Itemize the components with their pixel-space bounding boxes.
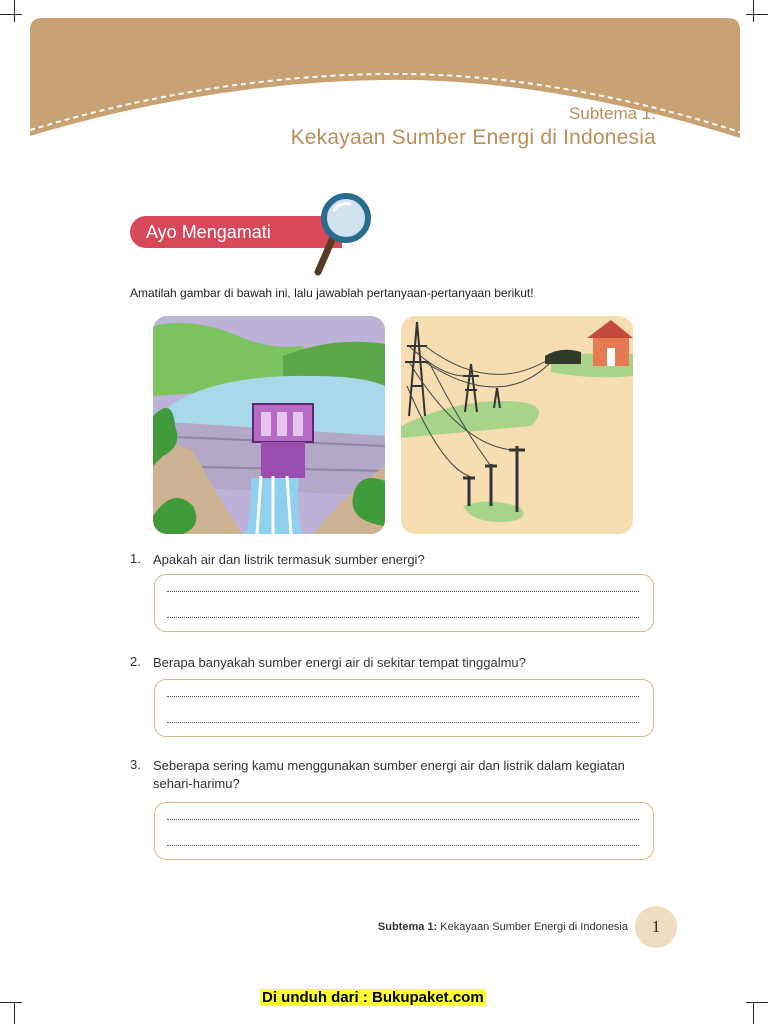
question-text: Berapa banyakah sumber energi air di sekitar tempat tinggalmu?: [153, 655, 526, 670]
answer-box-3[interactable]: [154, 802, 654, 860]
section-label: Ayo Mengamati: [130, 216, 342, 248]
question-number: 2.: [130, 654, 141, 669]
question-text: Apakah air dan listrik termasuk sumber energi?: [153, 552, 425, 567]
crop-mark: [0, 1002, 22, 1003]
crop-mark: [746, 1002, 768, 1003]
crop-mark: [14, 0, 15, 22]
question-number: 1.: [130, 551, 141, 566]
question-number: 3.: [130, 757, 141, 772]
crop-mark: [0, 14, 22, 15]
dam-illustration: [153, 316, 385, 534]
instruction-text: Amatilah gambar di bawah ini, lalu jawablah pertanyaan-pertanyaan berikut!: [130, 286, 534, 300]
power-lines-illustration: [401, 316, 633, 534]
footer-caption: [378, 921, 628, 933]
question-text: Seberapa sering kamu menggunakan sumber energi air dan listrik dalam kegiatan sehari-harimu?: [153, 758, 625, 791]
answer-box-2[interactable]: [154, 679, 654, 737]
crop-mark: [14, 1002, 15, 1024]
answer-line: [167, 696, 639, 697]
answer-box-1[interactable]: [154, 574, 654, 632]
answer-line: [167, 617, 639, 618]
magnifier-icon: [310, 192, 380, 278]
answer-line: [167, 591, 639, 592]
page-title: Kekayaan Sumber Energi di Indonesia: [290, 126, 656, 149]
answer-line: [167, 722, 639, 723]
crop-mark: [746, 14, 768, 15]
page-number: 1: [635, 906, 677, 948]
footer-subtheme: Subtema 1:: [377, 921, 438, 933]
crop-mark: [753, 1002, 754, 1024]
subtheme-label: Subtema 1:: [569, 104, 656, 123]
crop-mark: [753, 0, 754, 22]
answer-line: [167, 845, 639, 846]
answer-line: [167, 819, 639, 820]
footer-title: Kekayaan Sumber Energi di Indonesia: [440, 921, 628, 933]
download-banner: Di unduh dari : Bukupaket.com: [262, 989, 484, 1006]
